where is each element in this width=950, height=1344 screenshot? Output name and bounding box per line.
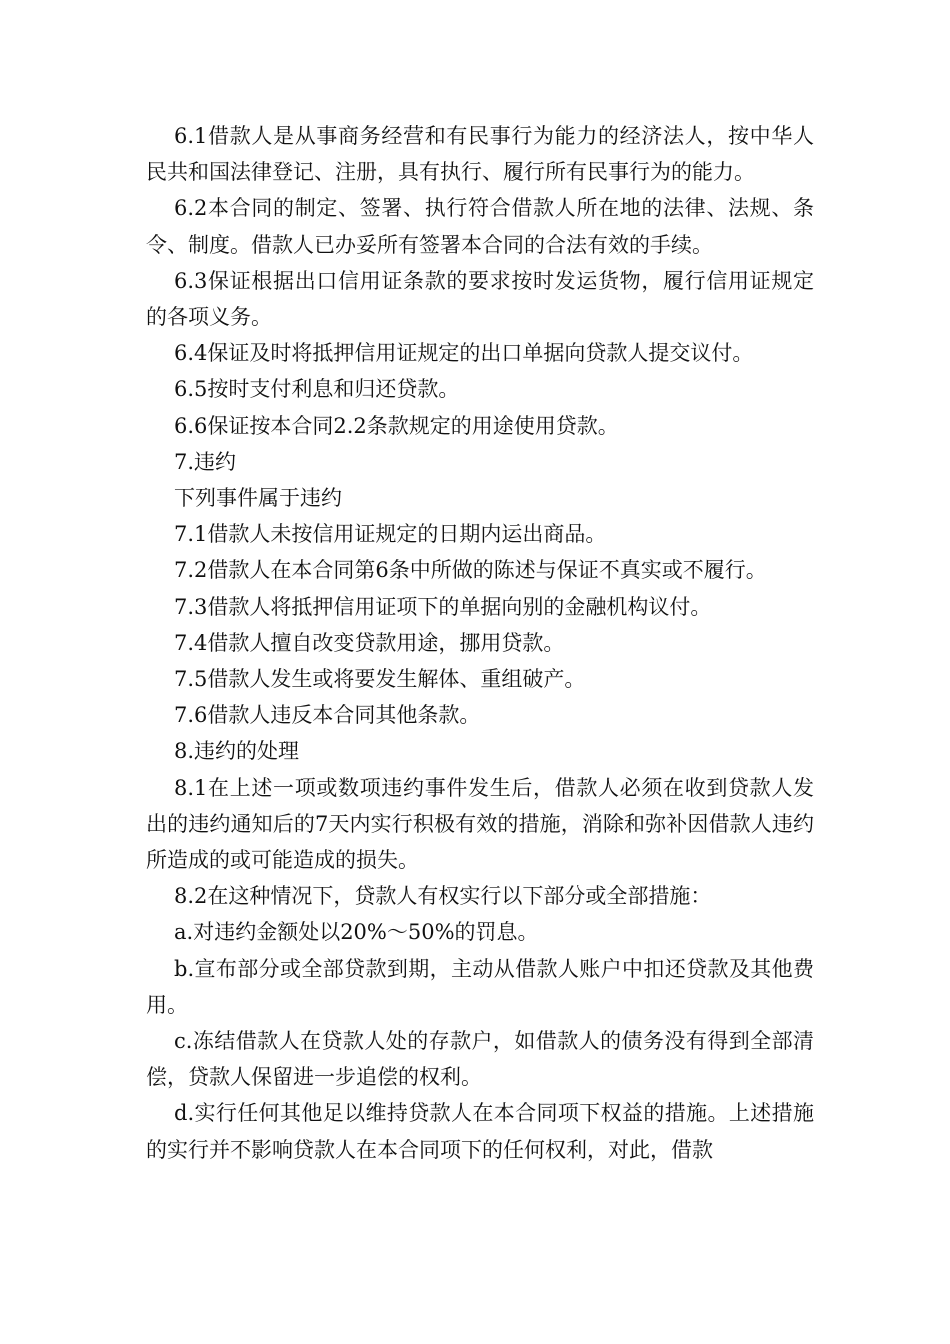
paragraph-7-5: 7.5借款人发生或将要发生解体、重组破产。 xyxy=(174,667,586,692)
paragraph-6-4: 6.4保证及时将抵押信用证规定的出口单据向贷款人提交议付。 xyxy=(174,341,754,366)
paragraph-6-1: 6.1借款人是从事商务经营和有民事行为能力的经济法人，按中华人民共和国法律登记、注册，具有执行、履行所有民事行为的能力。 xyxy=(146,124,814,185)
paragraph-7-2: 7.2借款人在本合同第6条中所做的陈述与保证不真实或不履行。 xyxy=(174,558,767,583)
paragraph-8-2: 8.2在这种情况下，贷款人有权实行以下部分或全部措施： xyxy=(174,884,712,909)
document-page xyxy=(146,118,814,1168)
paragraph-item-d: d.实行任何其他足以维持贷款人在本合同项下权益的措施。上述措施的实行并不影响贷款人在本合同项下的任何权利，对此，借款 xyxy=(146,1101,814,1162)
paragraph-item-c: c.冻结借款人在贷款人处的存款户，如借款人的债务没有得到全部清偿，贷款人保留进一步追偿的权利。 xyxy=(146,1029,814,1090)
paragraph-6-5: 6.5按时支付利息和归还贷款。 xyxy=(174,377,460,402)
section-heading-7: 7.违约 xyxy=(174,449,237,474)
paragraph-7-1: 7.1借款人未按信用证规定的日期内运出商品。 xyxy=(174,522,607,547)
paragraph-7-intro: 下列事件属于违约 xyxy=(174,486,342,511)
paragraph-6-6: 6.6保证按本合同2.2条款规定的用途使用贷款。 xyxy=(174,413,619,438)
paragraph-6-3: 6.3保证根据出口信用证条款的要求按时发运货物，履行信用证规定的各项义务。 xyxy=(146,268,814,330)
paragraph-item-a: a.对违约金额处以20%～50%的罚息。 xyxy=(174,920,539,945)
paragraph-7-4: 7.4借款人擅自改变贷款用途，挪用贷款。 xyxy=(174,630,565,655)
paragraph-item-b: b.宣布部分或全部贷款到期，主动从借款人账户中扣还贷款及其他费用。 xyxy=(146,956,814,1017)
paragraph-6-2: 6.2本合同的制定、签署、执行符合借款人所在地的法律、法规、条令、制度。借款人已办妥所有签署本合同的合法有效的手续。 xyxy=(146,196,814,257)
paragraph-7-3: 7.3借款人将抵押信用证项下的单据向别的金融机构议付。 xyxy=(174,594,712,619)
paragraph-8-1: 8.1在上述一项或数项违约事件发生后，借款人必须在收到贷款人发出的违约通知后的7天内实行积极有效的措施，消除和弥补因借款人违约所造成的或可能造成的损失。 xyxy=(146,775,814,873)
section-heading-8: 8.违约的处理 xyxy=(174,739,300,764)
paragraph-7-6: 7.6借款人违反本合同其他条款。 xyxy=(174,703,481,728)
